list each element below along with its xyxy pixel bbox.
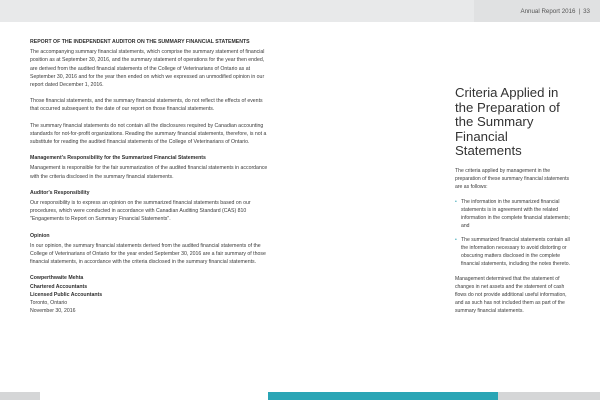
- list-item-text: The information in the summarized financial statements is in agreement with the related information in the complete financial statements; and: [461, 198, 571, 229]
- paragraph-events: Those financial statements, and the summary financial statements, do not reflect the effects of events that occurred subsequent to the date of our report on those financial statements.: [30, 98, 263, 113]
- firm-designation-2: Licensed Public Accountants: [30, 291, 103, 298]
- firm-designation-1: Chartered Accountants: [30, 283, 88, 290]
- criteria-intro: The criteria applied by management in the preparation of these summary financial statements are as follows:: [455, 167, 570, 190]
- paragraph-auditor: Our responsibility is to express an opinion on the summarized financial statements based on our procedures, which were conducted in accordance with Canadian Auditing Standard (CAS) 810 "Engagements to Report on Summary Financial Statements".: [30, 200, 251, 223]
- bullet-icon: •: [455, 236, 457, 243]
- heading-opinion: Opinion: [30, 232, 50, 239]
- heading-management: Management's Responsibility for the Summarized Financial Statements: [30, 155, 206, 162]
- signature-block: [30, 274, 272, 315]
- report-title: REPORT OF THE INDEPENDENT AUDITOR ON THE SUMMARY FINANCIAL STATEMENTS: [30, 39, 250, 45]
- paragraph-intro: The accompanying summary financial statements, which comprise the summary statement of financial position as at September 30, 2016, and the summary statement of operations for the year then ended, are derived from the audited financial statements of the College of Veterinarians of Ontario as at September 30, 2016 and for the year then ended on which we expressed an unmodified opinion in our report dated December 1, 2016.: [30, 49, 265, 89]
- paragraph-disclosures: The summary financial statements do not contain all the disclosures required by Canadian accounting standards for not-for-profit organizations. Reading the summary financial statements, therefore, is not a substitute for reading the audited financial statements of the College of Veterinarians of Ontario.: [30, 122, 267, 146]
- header-separator: |: [578, 7, 581, 15]
- criteria-list: [455, 198, 575, 268]
- list-item: [455, 198, 575, 230]
- footer-band-right: [498, 392, 600, 400]
- footer-band-left: [0, 392, 40, 400]
- heading-auditor: Auditor's Responsibility: [30, 189, 90, 196]
- criteria-closing: Management determined that the statement of changes in net assets and the statement of cash flows do not provide additional useful information, and as such has not included them as part of the summary financial statements.: [455, 275, 567, 314]
- auditor-report: [30, 38, 272, 315]
- paragraph-opinion: In our opinion, the summary financial statements derived from the audited financial statements of the College of Veterinarians of Ontario for the year ended September 30, 2016 are a fair summary of those financial statements, in accordance with the criteria disclosed in the summary financial statements.: [30, 242, 266, 266]
- bullet-icon: •: [455, 198, 457, 205]
- list-item-text: The summarized financial statements contain all the information necessary to avoid distorting or obscuring matters disclosed in the complete financial statements, including the notes thereto.: [461, 236, 571, 267]
- criteria-section: [455, 86, 575, 322]
- page-number: 33: [583, 7, 590, 15]
- paragraph-management: Management is responsible for the fair summarization of the audited financial statements in accordance with the criteria disclosed in the summary financial statements.: [30, 165, 268, 180]
- criteria-title: Criteria Applied in the Preparation of the Summary Financial Statements: [455, 85, 560, 158]
- page-header: [480, 0, 600, 22]
- list-item: [455, 236, 575, 268]
- report-label: Annual Report 2016: [520, 7, 576, 15]
- sign-place: Toronto, Ontario: [30, 300, 68, 307]
- sign-date: November 30, 2016: [30, 308, 76, 315]
- firm-name: Cowperthwaite Mehta: [30, 275, 84, 282]
- footer-accent-band: [268, 392, 498, 400]
- header-band: [0, 0, 474, 22]
